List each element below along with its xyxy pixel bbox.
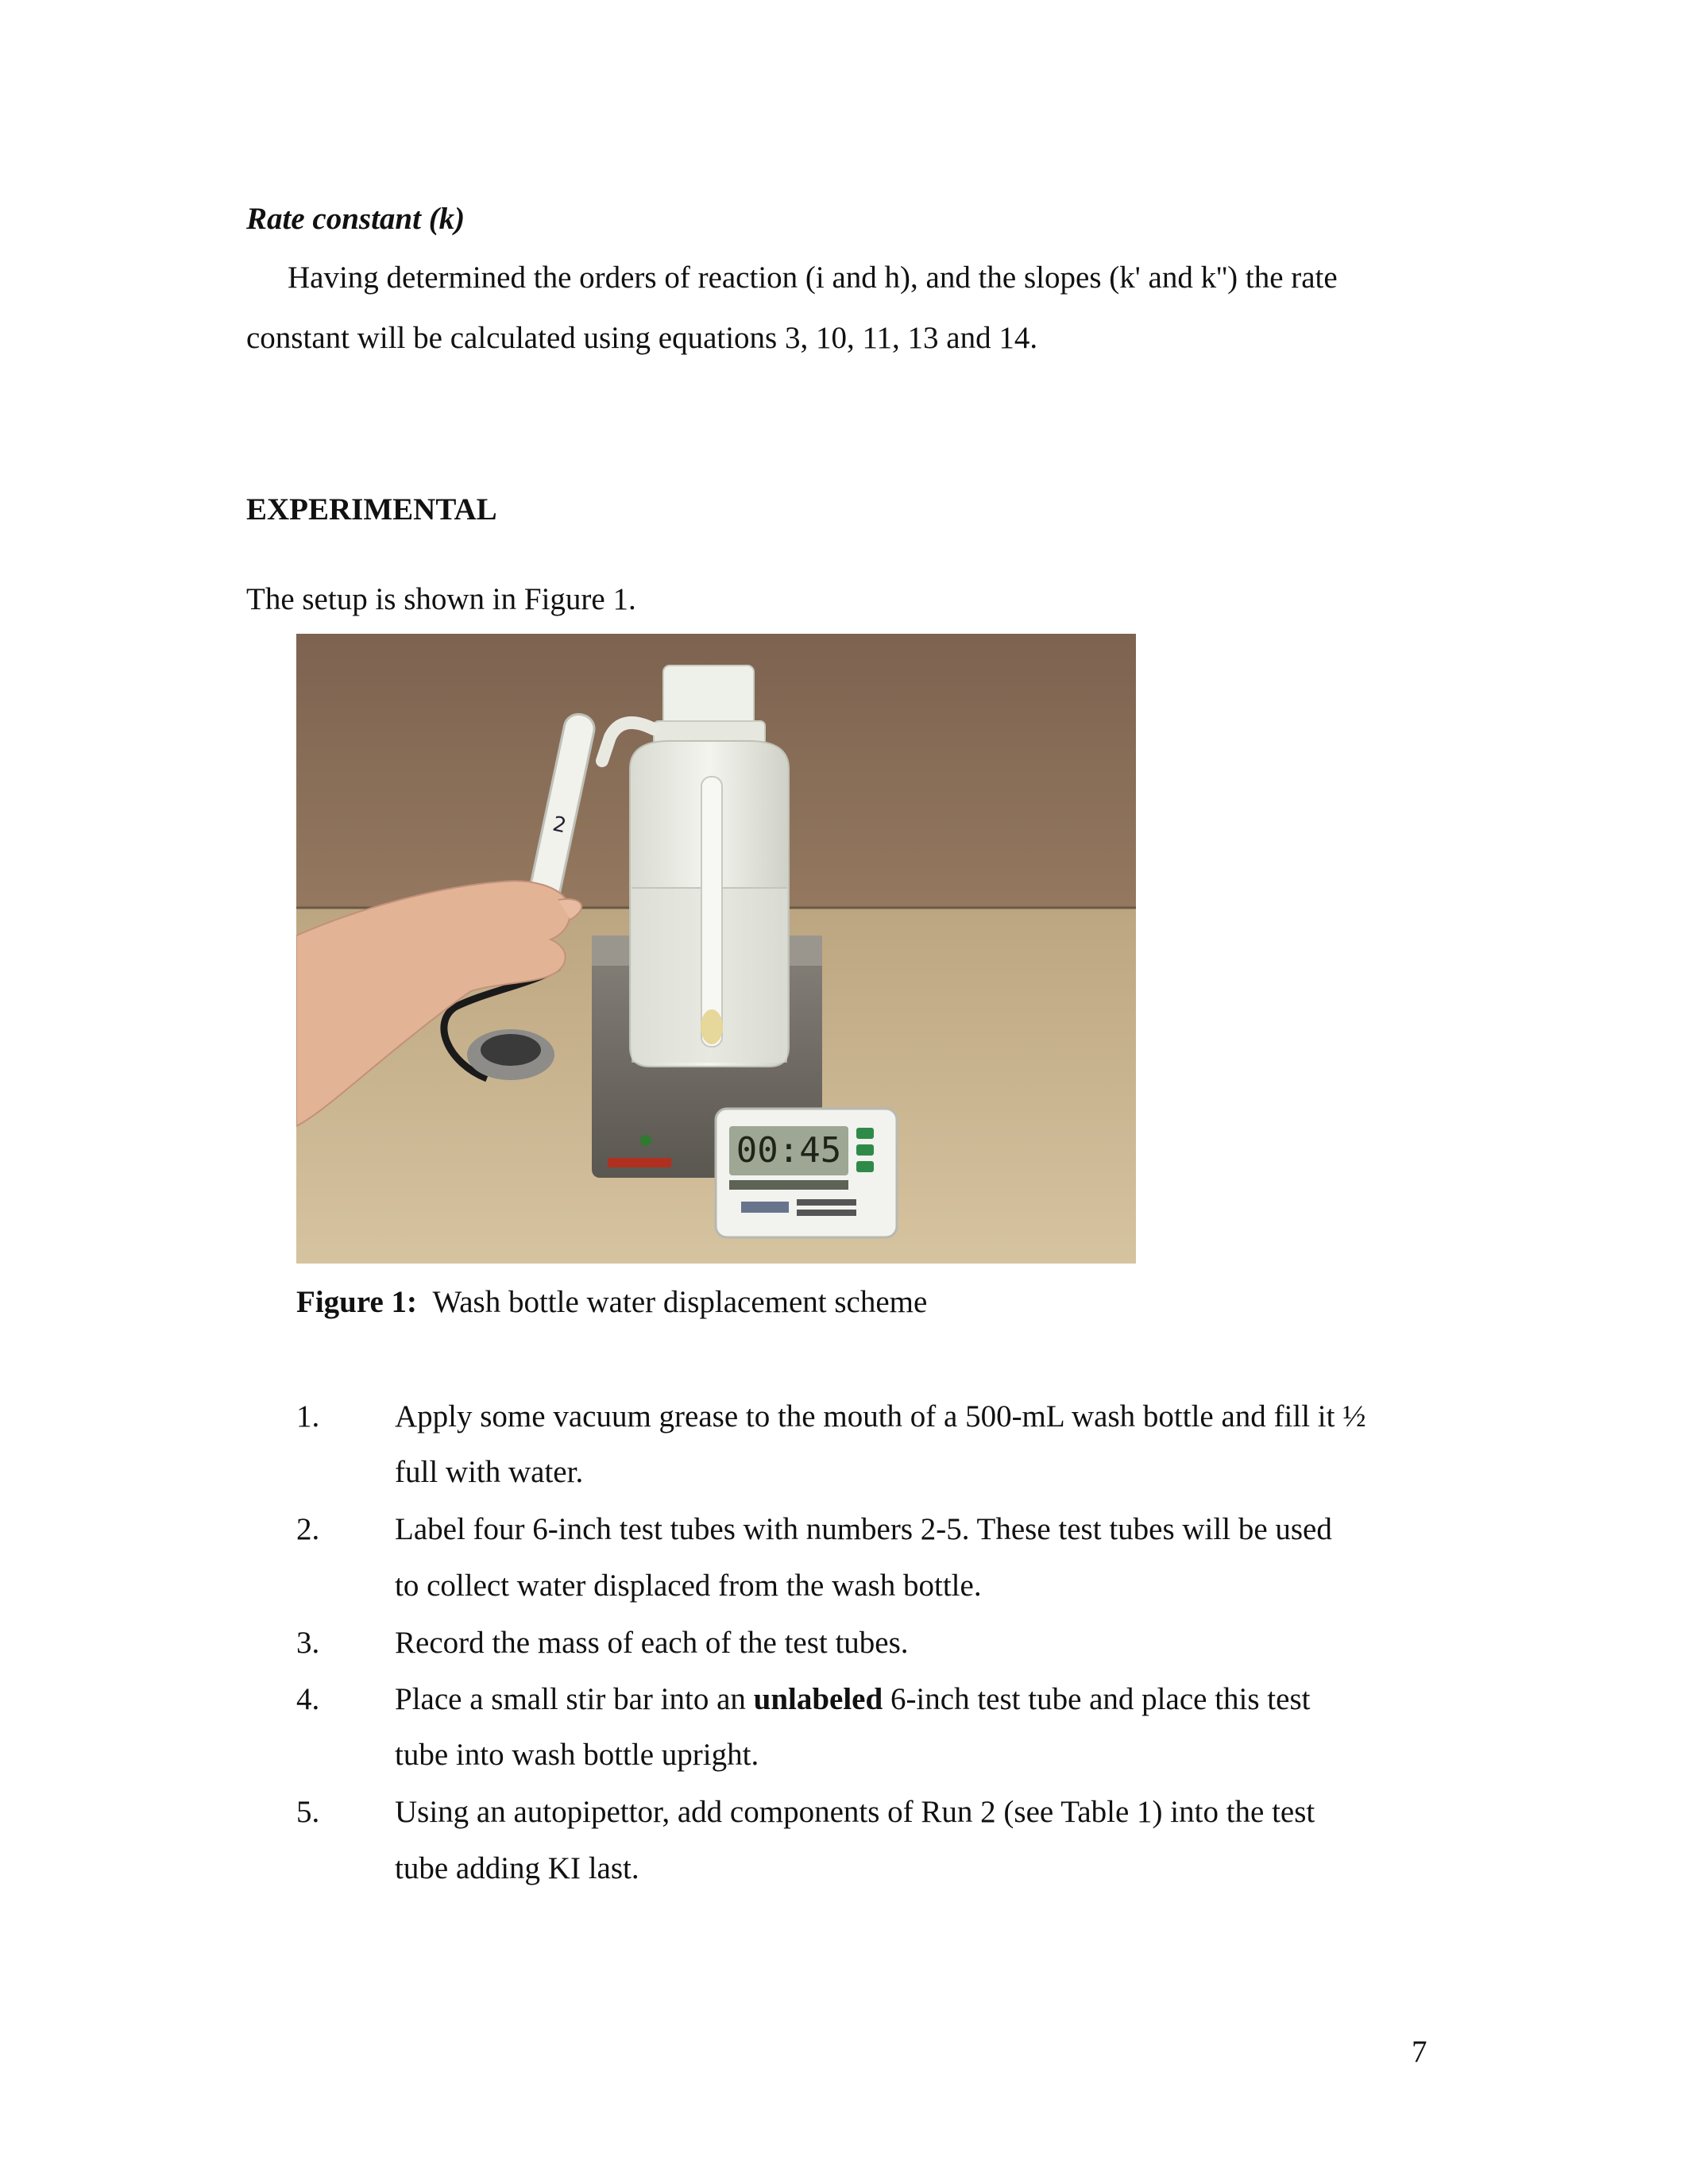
experimental-intro: The setup is shown in Figure 1. bbox=[246, 582, 636, 616]
figure-caption bbox=[296, 1287, 927, 1318]
section-heading-rate-constant: Rate constant (k) bbox=[246, 202, 465, 236]
photo-timer bbox=[716, 1109, 897, 1237]
step-number: 3. bbox=[296, 1626, 320, 1660]
step-line: tube adding KI last. bbox=[395, 1851, 639, 1885]
step-line: tube into wash bottle upright. bbox=[395, 1738, 759, 1772]
page-number: 7 bbox=[1412, 2035, 1427, 2069]
step-text: Place a small stir bar into an bbox=[395, 1682, 754, 1716]
step-number: 4. bbox=[296, 1682, 320, 1716]
rate-paragraph-line-2: constant will be calculated using equations 3, 10, 11, 13 and 14. bbox=[246, 321, 1038, 355]
photo-wash-bottle bbox=[602, 666, 789, 1067]
step-line: Using an autopipettor, add components of Run 2 (see Table 1) into the test bbox=[395, 1795, 1315, 1829]
step-line: full with water. bbox=[395, 1455, 584, 1489]
figure-photo bbox=[296, 634, 1136, 1264]
timer-display: 00:45 bbox=[736, 1130, 842, 1171]
step-number: 5. bbox=[296, 1795, 320, 1829]
step-number: 2. bbox=[296, 1512, 320, 1546]
step-line bbox=[395, 1684, 1310, 1715]
step-line: Label four 6-inch test tubes with numbers 2-5. These test tubes will be used bbox=[395, 1512, 1332, 1546]
figure-caption-text: Wash bottle water displacement scheme bbox=[432, 1285, 928, 1319]
step-number: 1. bbox=[296, 1399, 320, 1433]
figure-label: Figure 1: bbox=[296, 1285, 418, 1319]
section-heading-experimental: EXPERIMENTAL bbox=[246, 492, 497, 527]
step-text: 6-inch test tube and place this test bbox=[883, 1682, 1311, 1716]
step-emphasis: unlabeled bbox=[753, 1682, 883, 1716]
svg-text:2: 2 bbox=[550, 812, 569, 839]
step-line: Record the mass of each of the test tubes. bbox=[395, 1626, 909, 1660]
rate-paragraph-line-1: Having determined the orders of reaction (i and h), and the slopes (k' and k'') the rate bbox=[288, 260, 1338, 295]
step-line: to collect water displaced from the wash bottle. bbox=[395, 1569, 982, 1603]
step-line: Apply some vacuum grease to the mouth of a 500-mL wash bottle and fill it ½ bbox=[395, 1399, 1366, 1433]
